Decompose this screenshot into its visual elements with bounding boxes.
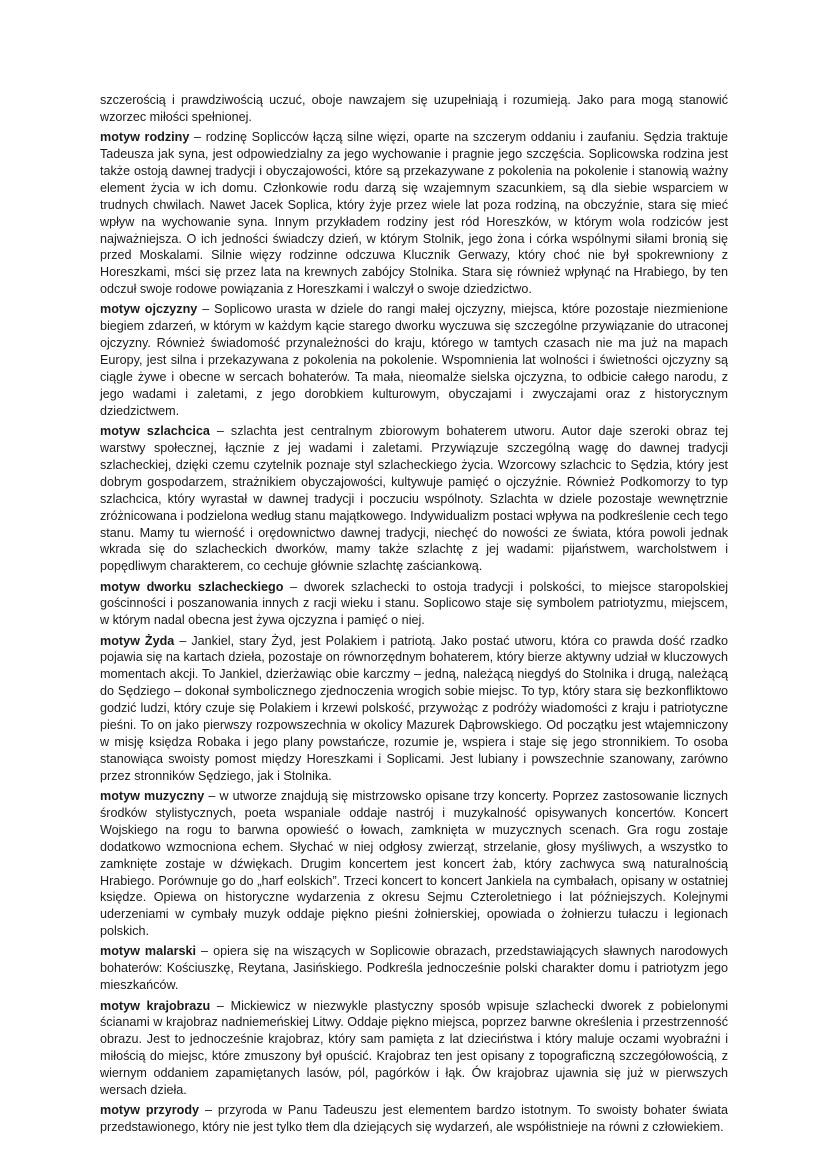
paragraph-motyw-malarski <box>100 943 728 994</box>
paragraph-text: – rodzinę Soplicców łączą silne więzi, oparte na szczerym oddaniu i zaufaniu. Sędzia traktuje Tadeusza jak syna, jest odpowiedzialny za jego wychowanie i pragnie jego szczęścia. Soplicowska rodzina jest także ostoją dawnej tradycji i obyczajowości, które są przekazywane z pokolenia na pokolenie i stanowią ważny element życia w ich domu. Członkowie rodu darzą się wzajemnym szacunkiem, są dla siebie wsparciem w trudnych chwilach. Nawet Jacek Soplica, który żyje przez wiele lat poza rodziną, na obczyźnie, stara się mieć wpływ na wychowanie syna. Innym przykładem rodziny jest ród Horeszków, w którym wola rodziców jest najważniejsza. O ich jedności świadczy dzień, w którym Stolnik, jego żona i córka wspólnymi siłami bronią się przed Moskalami. Silnie więzy rodzinne odczuwa Klucznik Gerwazy, który choć nie był spokrewniony z Horeszkami, mści się przez lata na krewnych zabójcy Stolnika. Stara się również wpłynąć na Hrabiego, by ten odczuł swoje rodowe powiązania z Horeszkami i walczył o swoje dziedzictwo. <box>100 130 728 297</box>
paragraph-term: motyw malarski <box>100 944 197 959</box>
paragraph-motyw-ojczyzny <box>100 301 728 419</box>
paragraph-term: motyw dworku szlacheckiego <box>100 579 284 594</box>
paragraph-text: – dworek szlachecki to ostoja tradycji i polskości, to miejsce staropolskiej gościnności i poszanowania innych z racji wieku i stanu. Soplicowo staje się symbolem patriotyzmu, miejscem, w którym nadal obecna jest żywa ojczyzna i pamięć o niej. <box>100 579 728 628</box>
document-page <box>100 92 728 1139</box>
paragraph-motyw-rodziny <box>100 129 728 298</box>
paragraph-term: motyw krajobrazu <box>100 998 211 1013</box>
paragraph-term: motyw szlachcica <box>100 424 210 439</box>
paragraph-motyw-szlachcica <box>100 423 728 575</box>
paragraph-motyw-dworku <box>100 579 728 630</box>
paragraph-term: motyw muzyczny <box>100 789 205 804</box>
paragraph-text: – przyroda w Panu Tadeuszu jest elementem bardzo istotnym. To swoisty bohater świata przedstawionego, który nie jest tylko tłem dla dziejących się wydarzeń, ale współistnieje na równi z człowiekiem. <box>100 1103 728 1135</box>
paragraph-text: – szlachta jest centralnym zbiorowym bohaterem utworu. Autor daje szeroki obraz tej warstwy społecznej, łącznie z jej wadami i zaletami. Przywiązuje szczególną wagę do dawnej tradycji szlacheckiej, dzięki czemu czytelnik poznaje styl szlacheckiego życia. Wzorcowy szlachcic to Sędzia, który jest dobrym gospodarzem, strażnikiem obyczajowości, kultywuje pamięć o ojczyźnie. Również Podkomorzy to typ szlachcica, który wyrastał w dawnej tradycji i poczuciu wspólnoty. Szlachta w dziele pozostaje wewnętrznie zróżnicowana i podzielona według stanu majątkowego. Indywidualizm postaci wpływa na podkreślenie cech tego stanu. Mamy tu wierność i orędownictwo dawnej tradycji, niechęć do nowości ze świata, która powoli jednak wkrada się do szlacheckich dworków, mamy także szlachtę z jej wadami: pijaństwem, warcholstwem i popędliwym charakterem, co cechuje głównie szlachtę zaściankową. <box>100 424 728 574</box>
paragraph-text: szczerością i prawdziwością uczuć, oboje nawzajem się uzupełniają i rozumieją. Jako para mogą stanowić wzorzec miłości spełnionej. <box>100 93 728 124</box>
paragraph-text: – Jankiel, stary Żyd, jest Polakiem i patriotą. Jako postać utworu, która co prawda dość rzadko pojawia się na kartach dzieła, pozostaje on równorzędnym bohaterem, który bierze aktywny udział w kluczowych momentach akcji. To Jankiel, dzierżawiąc obie karczmy – jedną, należącą niegdyś do Stolnika i drugą, należącą do Sędziego – dokonał symbolicznego zjednoczenia wrogich sobie miejsc. To typ, który stara się bezkonfliktowo godzić ludzi, który czuje się Polakiem i krzewi polskość, przywożąc z podróży wiadomości z kraju i patriotyczne pieśni. To on jako pierwszy rozpowszechnia w okolicy Mazurek Dąbrowskiego. Od początku jest wtajemniczony w misję księdza Robaka i jego plany powstańcze, rozumie je, wspiera i staje się jego stronnikiem. To osoba stanowiąca swoisty pomost między Horeszkami i Soplicami. Jest lubiany i powszechnie szanowany, zarówno przez stronników Sędziego, jak i Stolnika. <box>100 633 728 783</box>
paragraph-text: – Soplicowo urasta w dziele do rangi małej ojczyzny, miejsca, które pozostaje niezmienione biegiem zdarzeń, w którym w każdym kącie starego dworku wyczuwa się szczególne przywiązanie do utraconej ojczyzny. Również świadomość przynależności do kraju, którego w tamtych czasach nie ma już na mapach Europy, jest silna i przekazywana z pokolenia na pokolenie. Wspomnienia lat wolności i świetności ojczyzny są ciągle żywe i obecne w sercach bohaterów. Ta mała, nieomalże sielska ojczyzna, to odbicie całego narodu, z jego wadami i zaletami, z jego dorobkiem kulturowym, obyczajami i zwyczajami oraz z historycznym dziedzictwem. <box>100 302 729 418</box>
paragraph-motyw-zyda <box>100 633 728 785</box>
paragraph-term: motyw Żyda <box>100 633 175 648</box>
paragraph-term: motyw ojczyzny <box>100 302 198 317</box>
paragraph-text: – opiera się na wiszących w Soplicowie obrazach, przedstawiających sławnych narodowych bohaterów: Kościuszkę, Reytana, Jasińskiego. Podkreśla jednocześnie polski charakter domu i patriotyzm jego mieszkańców. <box>100 944 728 993</box>
paragraph-motyw-muzyczny <box>100 788 728 940</box>
paragraph-term: motyw przyrody <box>100 1103 200 1118</box>
paragraph-text: – w utworze znajdują się mistrzowsko opisane trzy koncerty. Poprzez zastosowanie licznych środków stylistycznych, poeta wspaniale oddaje nastrój i muzykalność opisywanych koncertów. Koncert Wojskiego na rogu to barwna opowieść o łowach, zamknięta w muzycznych scenach. Gra rogu zostaje dodatkowo wzmocniona echem. Słychać w niej odgłosy zwierząt, strzelanie, głosy myśliwych, a wszystko to zamknięte zostaje w dźwiękach. Drugim koncertem jest koncert żab, który zachwyca swą naturalnością Hrabiego. Porównuje go do „harf eolskich”. Trzeci koncert to koncert Jankiela na cymbałach, opisany w ostatniej księdze. Opiewa on historyczne wydarzenia z okresu Sejmu Czteroletniego i lat późniejszych. Kolejnymi uderzeniami w cymbały muzyk oddaje piękno pieśni żołnierskiej, opowiada o żołnierzu tułaczu i legionach polskich. <box>100 789 728 939</box>
paragraph-motyw-krajobrazu <box>100 998 728 1099</box>
paragraph-intro <box>100 92 728 126</box>
paragraph-term: motyw rodziny <box>100 130 190 145</box>
paragraph-text: – Mickiewicz w niezwykle plastyczny sposób wpisuje szlachecki dworek z pobielonymi ścianami w krajobraz nadniemeńskiej Litwy. Oddaje piękno miejsca, poprzez barwne określenia i przestrzenność obrazu. Jest to jednocześnie krajobraz, który sam pamięta z lat dzieciństwa i który maluje oczami wyobraźni i miłością do miejsc, które zmuszony był opuścić. Krajobraz ten jest opisany z topograficzną szczegółowością, z wiernym oddaniem zapamiętanych lasów, pól, pagórków i łąk. Ów krajobraz ujawnia się już w pierwszych wersach dzieła. <box>100 998 729 1098</box>
paragraph-motyw-przyrody <box>100 1102 728 1136</box>
